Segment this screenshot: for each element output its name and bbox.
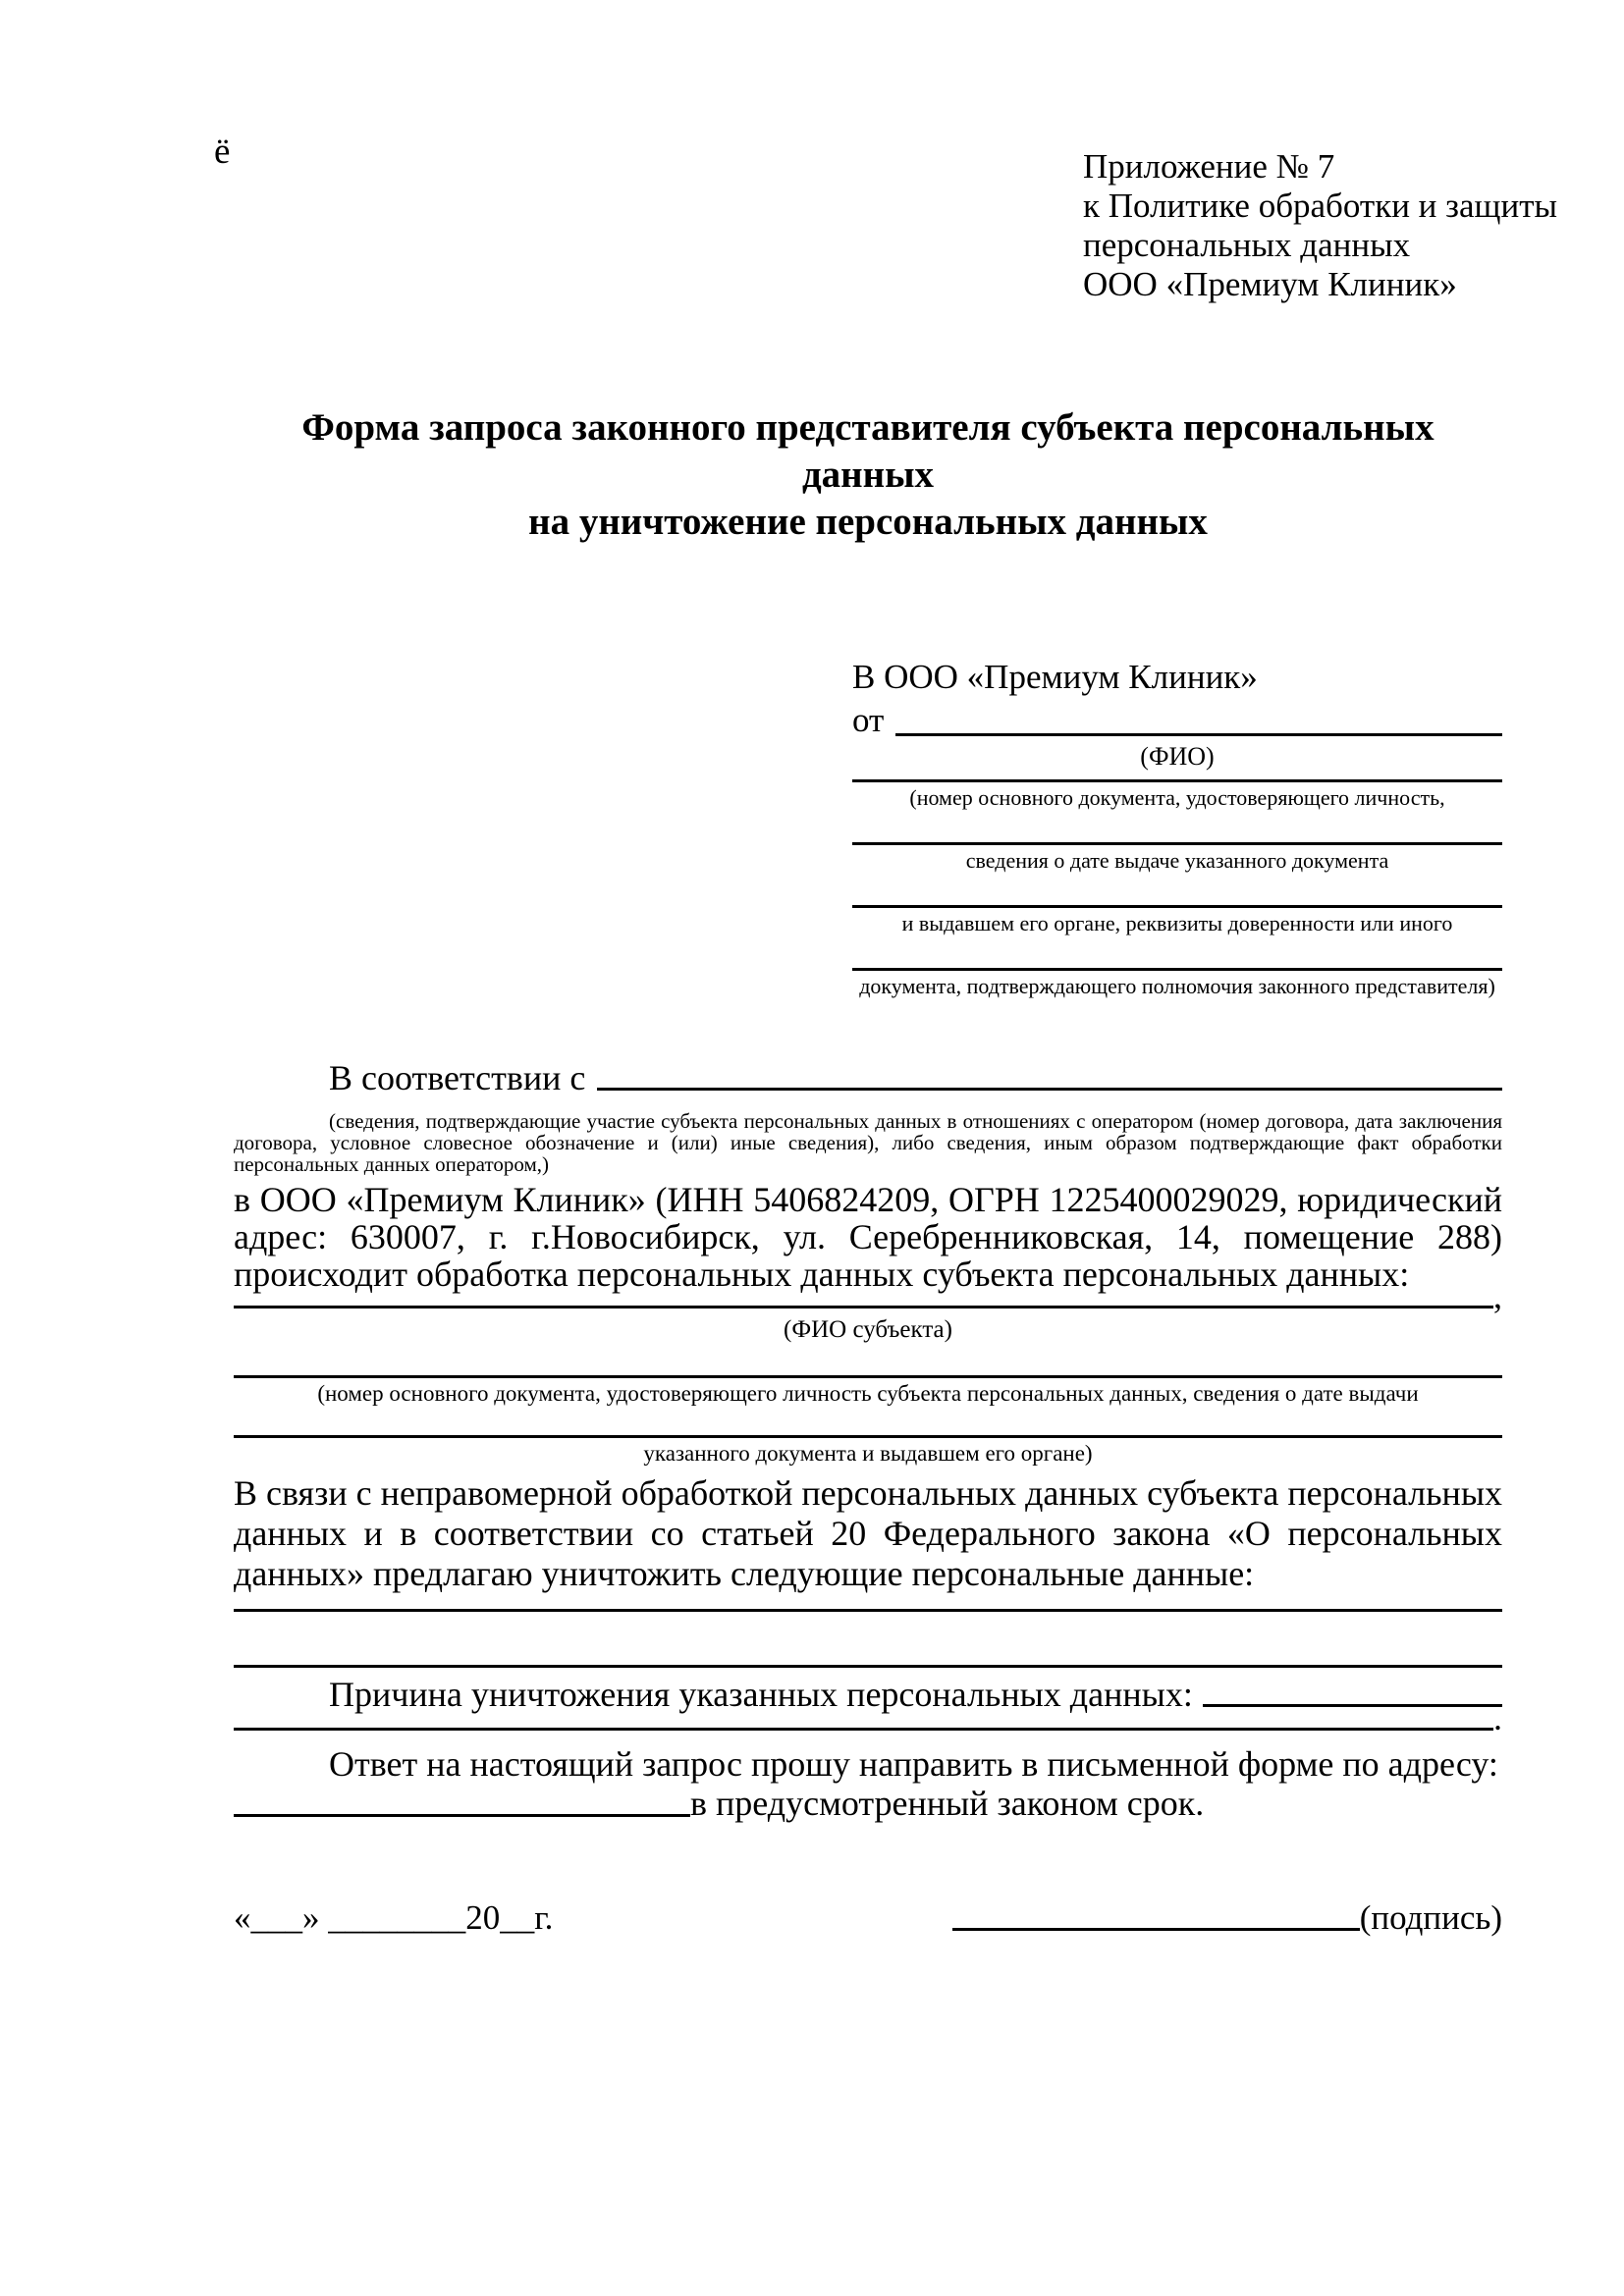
from-label: от bbox=[852, 701, 885, 739]
field-caption: сведения о дате выдаче указанного документа bbox=[965, 848, 1389, 873]
field-caption: и выдавшем его органе, реквизиты доверенности или иного bbox=[901, 911, 1453, 935]
subject-doc-caption-1: (номер основного документа, удостоверяющего личность субъекта персональных данных, сведения о дате выдачи bbox=[317, 1381, 1419, 1406]
accordance-row bbox=[234, 1059, 1502, 1096]
field-blank-line bbox=[852, 842, 1502, 845]
from-blank-line bbox=[895, 733, 1502, 736]
annex-line: к Политике обработки и защиты bbox=[1083, 187, 1558, 225]
accordance-blank-line bbox=[597, 1088, 1502, 1091]
stray-char: ё bbox=[214, 132, 231, 172]
annex-line: ООО «Премиум Клиник» bbox=[1083, 265, 1457, 303]
signature-field bbox=[952, 1899, 1502, 1937]
addressee-to-line: В ООО «Премиум Клиник» bbox=[852, 658, 1258, 696]
subject-fio-caption: (ФИО субъекта) bbox=[784, 1316, 952, 1343]
field-caption: (номер основного документа, удостоверяющего личность, bbox=[909, 785, 1445, 810]
signature-blank-line bbox=[952, 1928, 1360, 1931]
trailing-period: . bbox=[1493, 1698, 1502, 1737]
date-field: «___» ________20__г. bbox=[234, 1898, 554, 1937]
fio-caption: (ФИО) bbox=[1140, 742, 1215, 771]
reply-address-row bbox=[234, 1784, 1502, 1823]
addressee-field bbox=[852, 779, 1502, 812]
subject-doc-blank-line bbox=[234, 1375, 1502, 1378]
reply-suffix: в предусмотренный законом срок. bbox=[690, 1784, 1205, 1823]
field-blank-line bbox=[852, 968, 1502, 971]
annex-block bbox=[1083, 147, 1557, 304]
data-blank-line bbox=[234, 1609, 1502, 1612]
trailing-comma: , bbox=[1493, 1276, 1502, 1315]
reply-address-blank-line bbox=[234, 1814, 690, 1817]
signature-caption: (подпись) bbox=[1359, 1898, 1502, 1937]
subject-doc-blank-line bbox=[234, 1435, 1502, 1438]
reason-label: Причина уничтожения указанных персональных данных: bbox=[329, 1675, 1193, 1714]
addressee-from-row bbox=[852, 699, 1502, 742]
field-blank-line bbox=[852, 779, 1502, 782]
form-title bbox=[234, 404, 1502, 546]
subject-doc-caption-2: указанного документа и выдавшем его органе) bbox=[643, 1441, 1093, 1466]
subject-fio-blank-line bbox=[234, 1306, 1493, 1308]
accordance-caption: (сведения, подтверждающие участие субъекта персональных данных в отношениях с оператором (номер договора, дата заключения договора, условное словесное обозначение и (или) иные сведения), либо сведения, иным образом подтверждающие факт обработки персональных данных оператором,) bbox=[234, 1109, 1502, 1176]
reason-blank-line bbox=[234, 1728, 1493, 1731]
signature-row bbox=[234, 1899, 1502, 1937]
page-header bbox=[214, 132, 1558, 304]
reason-blank-line bbox=[1203, 1704, 1502, 1707]
field-caption: документа, подтверждающего полномочия законного представителя) bbox=[859, 974, 1495, 998]
field-blank-line bbox=[852, 905, 1502, 908]
form-title-line-2: на уничтожение персональных данных bbox=[528, 501, 1208, 543]
addressee-block bbox=[852, 656, 1502, 1000]
data-blank-line bbox=[234, 1665, 1502, 1668]
operator-paragraph: в ООО «Премиум Клиник» (ИНН 5406824209, ОГРН 1225400029029, юридический адрес: 630007, г. г.Новосибирск, ул. Серебренниковская, 14, помещение 288) происходит обработка персональных данных субъекта персональных данных: bbox=[234, 1180, 1502, 1294]
annex-line: Приложение № 7 bbox=[1083, 147, 1335, 186]
accordance-label: В соответствии с bbox=[329, 1058, 586, 1097]
addressee-field bbox=[852, 968, 1502, 1000]
demand-paragraph: В связи с неправомерной обработкой персональных данных субъекта персональных данных и в соответствии со статьей 20 Федерального закона «О персональных данных» предлагаю уничтожить следующие персональные данные: bbox=[234, 1473, 1502, 1593]
form-title-line-1: Форма запроса законного представителя субъекта персональных данных bbox=[301, 406, 1435, 496]
addressee-field bbox=[852, 905, 1502, 937]
reply-paragraph: Ответ на настоящий запрос прошу направить в письменной форме по адресу: bbox=[329, 1744, 1498, 1784]
addressee-field bbox=[852, 842, 1502, 875]
annex-line: персональных данных bbox=[1083, 226, 1411, 264]
